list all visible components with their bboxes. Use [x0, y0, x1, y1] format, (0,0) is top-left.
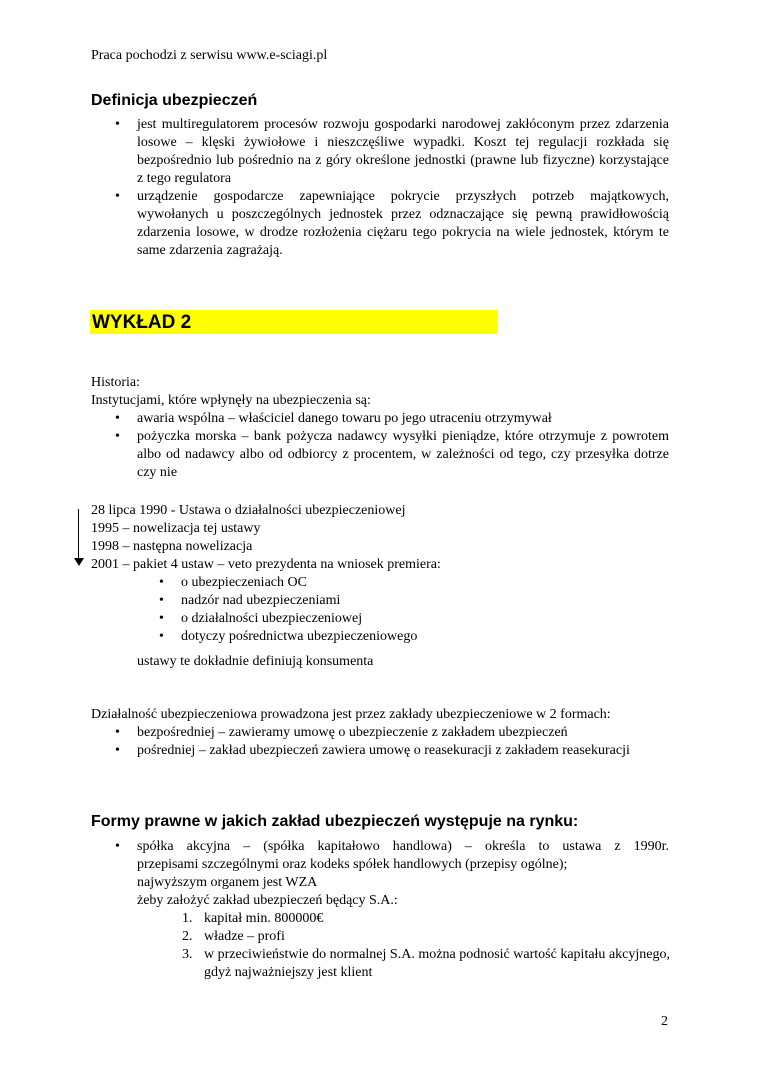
bullet-icon: •: [159, 629, 164, 644]
list-item: • bezpośredniej – zawieramy umowę o ubezpieczenie z zakładem ubezpieczeń: [115, 725, 568, 740]
bullet-icon: •: [159, 575, 164, 590]
bullet-icon: •: [115, 839, 120, 854]
definicja-list: [115, 116, 669, 260]
page-header: Praca pochodzi z serwisu www.e-sciagi.pl: [91, 48, 328, 63]
bullet-icon: •: [115, 411, 120, 426]
bullet-icon: •: [159, 611, 164, 626]
list-item: • pośredniej – zakład ubezpieczeń zawiera umowę o reasekuracji z zakładem reasekuracji: [115, 743, 630, 758]
spolka-line: przepisami szczególnymi oraz kodeks spółek handlowych (przepisy ogólne);: [137, 857, 568, 872]
bullet-icon: •: [115, 429, 120, 444]
list-item: 2. władze – profi: [182, 929, 285, 944]
section-title-definicja: Definicja ubezpieczeń: [91, 92, 258, 109]
lecture-heading: WYKŁAD 2: [90, 310, 497, 334]
bullet-icon: •: [115, 117, 120, 132]
historia-intro: Instytucjami, które wpłynęły na ubezpieczenia są:: [91, 393, 371, 408]
bullet-icon: •: [115, 725, 120, 740]
list-item: • awaria wspólna – właściciel danego towaru po jego utraceniu otrzymywał: [115, 411, 552, 426]
section-title-formy: Formy prawne w jakich zakład ubezpieczeń występuje na rynku:: [91, 813, 579, 830]
list-item: • nadzór nad ubezpieczeniami: [159, 593, 341, 608]
arrow-down-icon: [74, 558, 84, 566]
spolka-line: żeby założyć zakład ubezpieczeń będący S.A.:: [137, 893, 398, 908]
list-item: • o ubezpieczeniach OC: [159, 575, 307, 590]
list-item: • jest multiregulatorem procesów rozwoju gospodarki narodowej zakłóconym przez zdarzenia losowe – klęski żywiołowe i nieszczęśliwe wypadki. Koszt tej regulacji rozkłada się bezpośrednio lub pośrednio na z góry określone jednostki (prawne lub fizyczne) korzystające z tego regulatora: [115, 117, 669, 186]
bullet-icon: •: [159, 593, 164, 608]
list-item: • dotyczy pośrednictwa ubezpieczeniowego: [159, 629, 418, 644]
list-item: • pożyczka morska – bank pożycza nadawcy wysyłki pieniądze, które otrzymuje z powrotem albo od nadawcy albo od odbiorcy z procentem, w zależności od tego, czy przesyłka dotrze czy nie: [115, 429, 669, 480]
timeline-item: 1998 – następna nowelizacja: [91, 539, 253, 554]
timeline-item: 1995 – nowelizacja tej ustawy: [91, 521, 261, 536]
list-item: • urządzenie gospodarcze zapewniające pokrycie przyszłych potrzeb majątkowych, wywołanych u poszczególnych jednostek przez odznaczające się pewną prawidłowością zdarzenia losowe, w drodze rozłożenia ciężaru tego pokrycia na wiele jednostek, którym te same zdarzenia zagrażają.: [115, 189, 669, 258]
page-number: 2: [661, 1014, 668, 1029]
pakiet-list: [159, 574, 481, 646]
spolka-line: najwyższym organem jest WZA: [137, 875, 318, 890]
historia-list: [115, 410, 669, 482]
list-item: • o działalności ubezpieczeniowej: [159, 611, 363, 626]
historia-label: Historia:: [91, 375, 140, 390]
list-item: 1. kapitał min. 800000€: [182, 911, 324, 926]
bullet-icon: •: [115, 743, 120, 758]
list-item: 3. w przeciwieństwie do normalnej S.A. można podnosić wartość kapitału akcyjnego, gdyż najważniejszy jest klient: [182, 947, 670, 980]
timeline-item: 28 lipca 1990 - Ustawa o działalności ubezpieczeniowej: [91, 503, 406, 518]
dzialalnosc-list: [115, 724, 669, 760]
numbered-list: [182, 910, 670, 982]
bullet-icon: •: [115, 189, 120, 204]
dzialalnosc-intro: Działalność ubezpieczeniowa prowadzona jest przez zakłady ubezpieczeniowe w 2 formach:: [91, 707, 611, 722]
spolka-line: spółka akcyjna – (spółka kapitałowo handlowa) – określa to ustawa z 1990r.: [137, 839, 669, 854]
timeline-item: 2001 – pakiet 4 ustaw – veto prezydenta na wniosek premiera:: [91, 557, 441, 572]
timeline-arrow-line: [78, 509, 79, 559]
pakiet-note: ustawy te dokładnie definiują konsumenta: [137, 654, 374, 669]
